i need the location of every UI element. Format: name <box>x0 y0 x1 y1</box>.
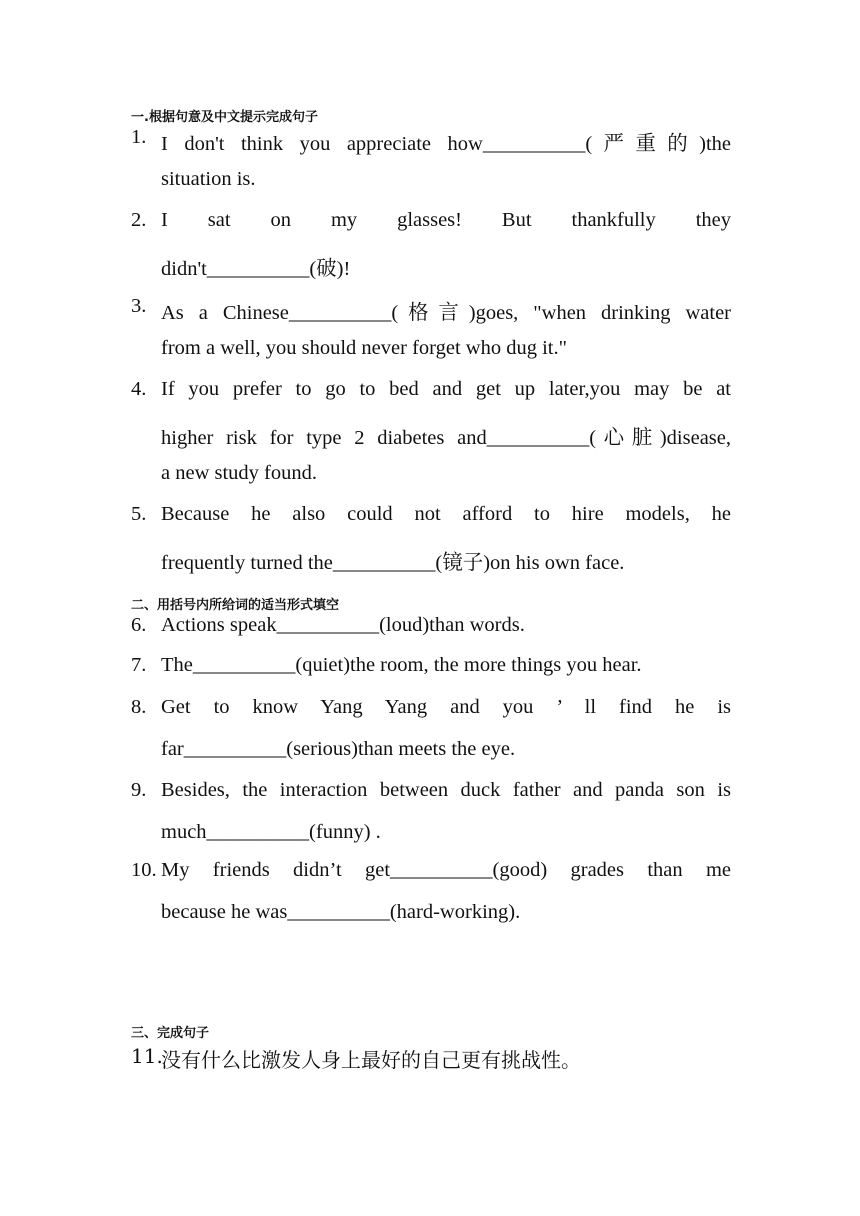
question-11 <box>131 1044 731 1086</box>
question-number: 2. <box>131 209 147 231</box>
section-title-1: 一.根据句意及中文提示完成句子 <box>131 110 318 125</box>
question-number: 5. <box>131 503 147 525</box>
question-text-line: As a Chinese__________(格言)goes, "when drinking water <box>161 302 731 324</box>
question-number: 11. <box>131 1044 163 1068</box>
question-text-line: situation is. <box>161 168 256 190</box>
question-number: 6. <box>131 614 147 636</box>
question-4 <box>131 378 731 504</box>
section-title-3: 三、完成句子 <box>131 1026 210 1041</box>
question-text-line: didn't__________(破)! <box>161 258 351 280</box>
question-text-line: higher risk for type 2 diabetes and__________(心脏)disease, <box>161 427 731 449</box>
question-text-line: I sat on my glasses! But thankfully they <box>161 209 731 231</box>
question-text-line: frequently turned the__________(镜子)on his own face. <box>161 552 625 574</box>
question-number: 7. <box>131 654 147 676</box>
question-text-line: Get to know Yang Yang and you ’ ll find he is <box>161 696 731 718</box>
question-text-line: Besides, the interaction between duck father and panda son is <box>161 779 731 801</box>
question-number: 3. <box>131 295 147 317</box>
question-text-line: The__________(quiet)the room, the more things you hear. <box>161 654 642 676</box>
question-8 <box>131 696 731 780</box>
question-7 <box>131 654 731 696</box>
question-text-line: If you prefer to go to bed and get up later,you may be at <box>161 378 731 400</box>
question-2 <box>131 209 731 293</box>
question-10 <box>131 859 731 943</box>
question-1 <box>131 126 731 210</box>
question-number: 4. <box>131 378 147 400</box>
question-text-line: My friends didn’t get__________(good) grades than me <box>161 859 731 881</box>
question-text-line: 没有什么比激发人身上最好的自己更有挑战性。 <box>161 1048 581 1072</box>
question-text-line: much__________(funny) . <box>161 821 381 843</box>
question-text-line: a new study found. <box>161 462 318 484</box>
question-number: 1. <box>131 126 147 148</box>
question-number: 8. <box>131 696 147 718</box>
question-text-line: I don't think you appreciate how__________(严重的)the <box>161 133 731 155</box>
question-5 <box>131 503 731 587</box>
question-text-line: from a well, you should never forget who dug it." <box>161 337 567 359</box>
question-text-line: Actions speak__________(loud)than words. <box>161 614 525 636</box>
question-9 <box>131 779 731 863</box>
question-text-line: because he was__________(hard-working). <box>161 901 521 923</box>
question-3 <box>131 295 731 379</box>
section-title-2: 二、用括号内所给词的适当形式填空 <box>131 598 340 613</box>
question-number: 9. <box>131 779 147 801</box>
question-text-line: Because he also could not afford to hire models, he <box>161 503 731 525</box>
question-text-line: far__________(serious)than meets the eye. <box>161 738 516 760</box>
question-number: 10. <box>131 859 157 881</box>
question-6 <box>131 614 731 656</box>
